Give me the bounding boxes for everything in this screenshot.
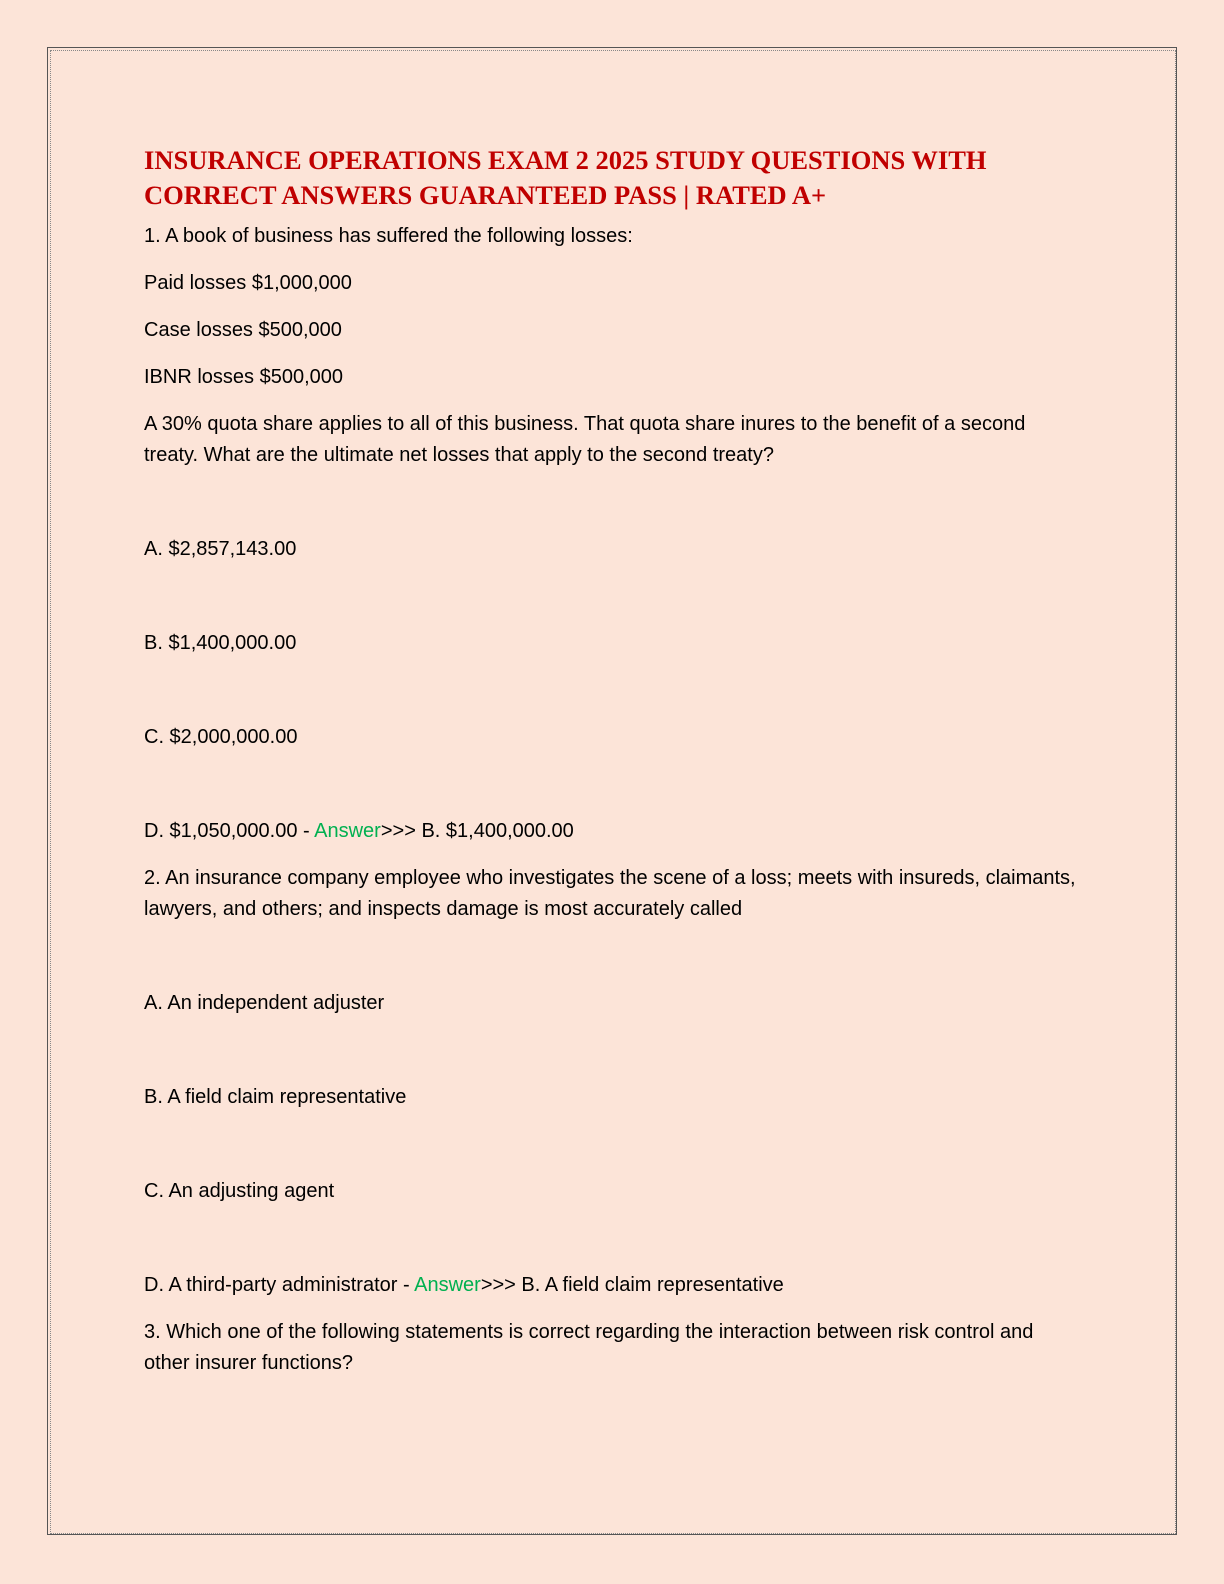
document-title: INSURANCE OPERATIONS EXAM 2 2025 STUDY QUESTIONS WITH CORRECT ANSWERS GUARANTEED PASS | RATED A+ (144, 145, 987, 210)
question-1-option-b: B. $1,400,000.00 (144, 632, 297, 654)
question-1-answer-label: Answer (314, 820, 381, 842)
question-1-case-losses: Case losses $500,000 (144, 319, 342, 341)
question-2-answer-text: >>> B. A field claim representative (480, 1274, 784, 1296)
question-1-stem: 1. A book of business has suffered the following losses: (144, 225, 633, 247)
question-1-ibnr-losses: IBNR losses $500,000 (144, 366, 344, 388)
question-2-option-d-text: D. A third-party administrator - (144, 1274, 415, 1296)
document-body (144, 143, 1079, 1395)
question-1-option-d (144, 816, 1079, 847)
question-1-prompt: A 30% quota share applies to all of this business. That quota share inures to the benefit of a second treaty. What are the ultimate net losses that apply to the second treaty? (144, 413, 1026, 466)
question-2-option-b: B. A field claim representative (144, 1086, 407, 1108)
question-2-answer-label: Answer (414, 1274, 481, 1296)
question-2-option-d (144, 1270, 1079, 1301)
question-2 (144, 863, 1079, 1301)
question-1-option-a: A. $2,857,143.00 (144, 538, 297, 560)
question-2-option-c: C. An adjusting agent (144, 1180, 335, 1202)
question-3-stem: 3. Which one of the following statements is correct regarding the interaction between risk control and other insurer functions? (144, 1321, 1034, 1374)
question-1-option-d-text: D. $1,050,000.00 - (144, 820, 315, 842)
question-1-answer-text: >>> B. $1,400,000.00 (380, 820, 574, 842)
question-2-option-a: A. An independent adjuster (144, 992, 385, 1014)
question-1 (144, 221, 1079, 847)
question-2-stem: 2. An insurance company employee who investigates the scene of a loss; meets with insureds, claimants, lawyers, and others; and inspects damage is most accurately called (144, 867, 1076, 920)
question-1-paid-losses: Paid losses $1,000,000 (144, 272, 352, 294)
question-3 (144, 1317, 1079, 1379)
question-1-option-c: C. $2,000,000.00 (144, 726, 298, 748)
